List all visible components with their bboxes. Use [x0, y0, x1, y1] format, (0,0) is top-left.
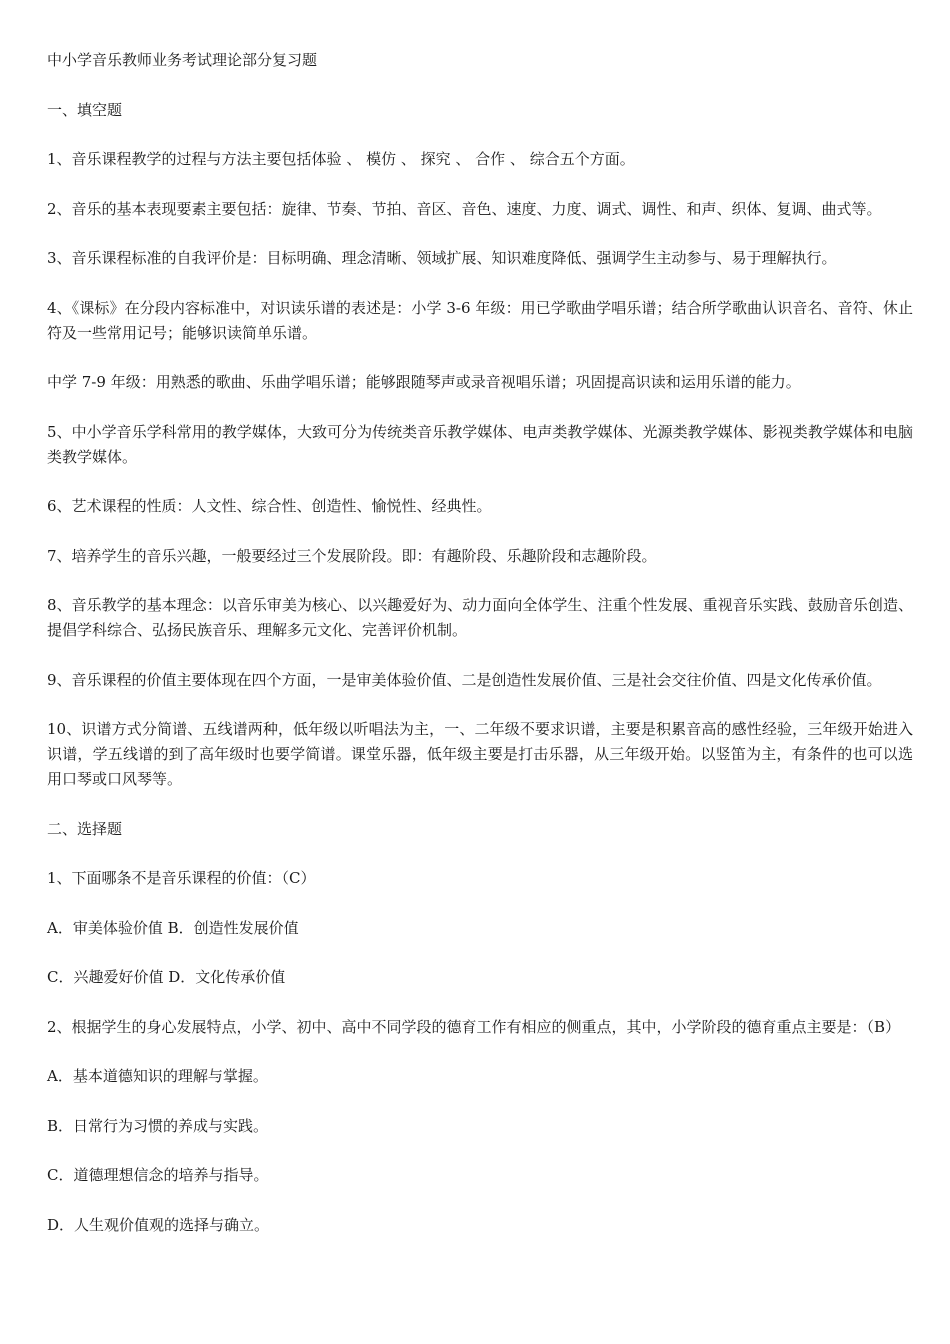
choice-2-option-b: B．日常行为习惯的养成与实践。 [47, 1116, 269, 1135]
question-6: 6、艺术课程的性质：人文性、综合性、创造性、愉悦性、经典性。 [47, 497, 492, 515]
choice-2-option-a: A．基本道德知识的理解与掌握。 [47, 1067, 268, 1085]
choice-question-2: 2、根据学生的身心发展特点，小学、初中、高中不同学段的德育工作有相应的侧重点，其中，小学阶段的德育重点主要是：（B） [47, 1017, 901, 1036]
choice-2-option-d: D．人生观价值观的选择与确立。 [47, 1215, 270, 1234]
choice-question-1: 1、下面哪条不是音乐课程的价值：（C） [47, 869, 316, 887]
question-10: 10、识谱方式分简谱、五线谱两种，低年级以听唱法为主，一、二年级不要求识谱，主要是积累音高的感性经验，三年级开始进入识谱，学五线谱的到了高年级时也要学简谱。课堂乐器，低年级主要是打击乐器，从三年级开始。以竖笛为主，有条件的也可以选用口琴或口风琴等。 [47, 720, 913, 788]
question-1: 1、音乐课程教学的过程与方法主要包括体验 、 模仿 、 探究 、 合作 、 综合五个方面。 [47, 150, 635, 168]
question-2: 2、音乐的基本表现要素主要包括：旋律、节奏、节拍、音区、音色、速度、力度、调式、调性、和声、织体、复调、曲式等。 [47, 199, 882, 218]
question-7: 7、培养学生的音乐兴趣，一般要经过三个发展阶段。即：有趣阶段、乐趣阶段和志趣阶段。 [47, 546, 657, 565]
question-8: 8、音乐教学的基本理念：以音乐审美为核心、以兴趣爱好为、动力面向全体学生、注重个性发展、重视音乐实践、鼓励音乐创造、提倡学科综合、弘扬民族音乐、理解多元文化、完善评价机制。 [47, 596, 913, 639]
document-page [47, 48, 913, 1262]
choice-1-options-ab: A．审美体验价值 B．创造性发展价值 [47, 918, 299, 937]
question-9: 9、音乐课程的价值主要体现在四个方面，一是审美体验价值、二是创造性发展价值、三是社会交往价值、四是文化传承价值。 [47, 670, 882, 689]
question-5: 5、中小学音乐学科常用的教学媒体，大致可分为传统类音乐教学媒体、电声类教学媒体、光源类教学媒体、影视类教学媒体和电脑类教学媒体。 [47, 422, 913, 466]
question-4-continued: 中学 7-9 年级：用熟悉的歌曲、乐曲学唱乐谱；能够跟随琴声或录音视唱乐谱；巩固提高识读和运用乐谱的能力。 [47, 373, 801, 391]
choice-2-option-c: C．道德理想信念的培养与指导。 [47, 1166, 269, 1184]
section-heading-choice: 二、选择题 [47, 819, 123, 838]
question-4: 4、《课标》在分段内容标准中，对识读乐谱的表述是：小学 3-6 年级：用已学歌曲学唱乐谱；结合所学歌曲认识音名、音符、休止符及一些常用记号；能够识读简单乐谱。 [47, 298, 913, 342]
document-title: 中小学音乐教师业务考试理论部分复习题 [47, 51, 318, 69]
choice-1-options-cd: C．兴趣爱好价值 D．文化传承价值 [47, 968, 286, 986]
question-3: 3、音乐课程标准的自我评价是：目标明确、理念清晰、领域扩展、知识难度降低、强调学生主动参与、易于理解执行。 [47, 249, 837, 267]
section-heading-fill-in: 一、填空题 [47, 100, 123, 119]
